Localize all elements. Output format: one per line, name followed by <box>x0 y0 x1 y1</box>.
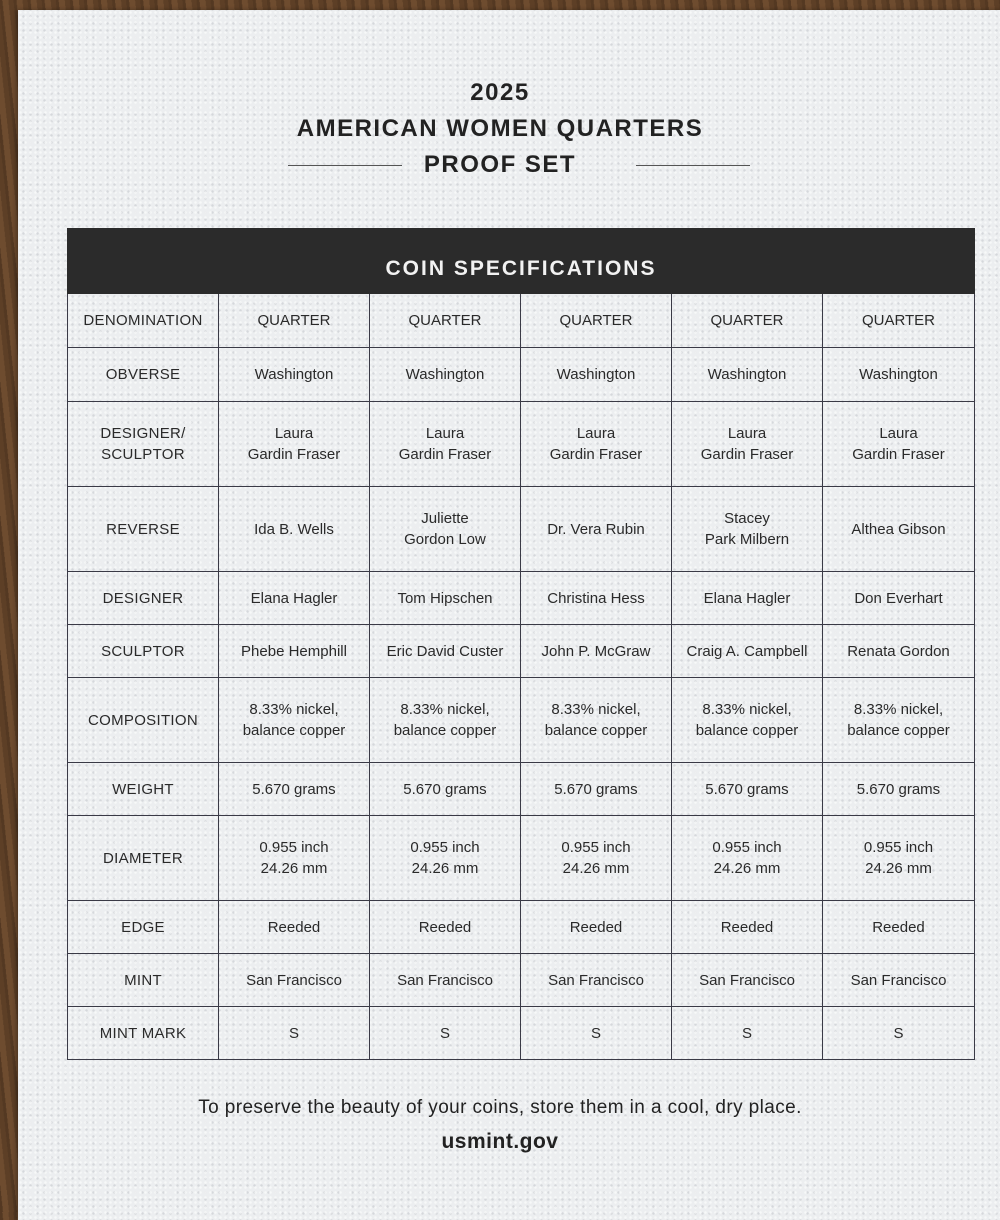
table-cell-text: San Francisco <box>246 971 342 989</box>
row-label-text: WEIGHT <box>112 780 174 798</box>
row-label-text: OBVERSE <box>105 366 181 383</box>
title-rule-left <box>288 165 402 166</box>
table-cell-text: Washington <box>254 366 334 383</box>
table-cell <box>370 763 521 816</box>
table-cell-text: QUARTER <box>861 312 936 329</box>
table-cell <box>672 487 823 572</box>
table-cell-text: Gardin Fraser <box>549 446 643 463</box>
table-cell <box>823 348 975 402</box>
table-row <box>68 1007 975 1060</box>
table-cell-text: Washington <box>405 366 485 383</box>
table-cell-text: balance copper <box>393 722 497 739</box>
row-label <box>68 1007 219 1060</box>
table-cell <box>823 1007 975 1060</box>
table-cell-text: Laura <box>727 425 767 442</box>
table-cell <box>521 348 672 402</box>
table-cell <box>521 816 672 901</box>
table-cell <box>219 678 370 763</box>
table-cell <box>370 348 521 402</box>
table-cell <box>823 816 975 901</box>
table-cell-text: Althea Gibson <box>851 520 946 538</box>
row-label <box>68 954 219 1007</box>
table-cell-text: 24.26 mm <box>865 860 932 877</box>
table-cell-text: Washington <box>556 366 636 383</box>
table-cell-text: Elana Hagler <box>250 589 338 607</box>
table-cell <box>370 678 521 763</box>
table-cell-text: Christina Hess <box>547 589 645 607</box>
row-label-text: COMPOSITION <box>88 711 198 729</box>
table-cell-text: 5.670 grams <box>856 780 941 798</box>
row-label-text: DESIGNER <box>102 589 184 607</box>
table-cell <box>219 763 370 816</box>
table-cell-text: 8.33% nickel, <box>853 701 944 718</box>
table-cell-text: QUARTER <box>559 312 633 329</box>
table-cell-text: Gardin Fraser <box>700 446 794 463</box>
table-cell-text: 8.33% nickel, <box>551 701 641 718</box>
website-text: usmint.gov <box>441 1130 559 1153</box>
table-cell-text: Washington <box>707 366 787 383</box>
table-cell-text: QUARTER <box>408 312 482 329</box>
row-label <box>68 487 219 572</box>
table-cell-text: Laura <box>425 425 465 442</box>
table-cell <box>823 678 975 763</box>
title-rule-right <box>636 165 750 166</box>
coin-specifications-table <box>67 228 975 1060</box>
table-cell <box>521 954 672 1007</box>
table-cell <box>370 487 521 572</box>
table-row <box>68 572 975 625</box>
row-label <box>68 901 219 954</box>
table-cell-text: 5.670 grams <box>252 780 336 798</box>
table-cell <box>521 572 672 625</box>
table-cell-text: Elana Hagler <box>703 589 791 607</box>
table-cell <box>521 294 672 348</box>
table-cell-text: S <box>590 1024 601 1042</box>
row-label <box>68 625 219 678</box>
table-cell <box>370 294 521 348</box>
table-cell <box>672 294 823 348</box>
table-row <box>68 348 975 402</box>
table-body <box>68 294 975 1060</box>
table-cell <box>672 625 823 678</box>
table-row <box>68 487 975 572</box>
table-cell <box>219 294 370 348</box>
table-cell-text: 5.670 grams <box>554 780 638 798</box>
table-cell-text: San Francisco <box>699 971 795 989</box>
table-cell-text: 0.955 inch <box>259 839 329 856</box>
table-banner-row <box>68 229 975 294</box>
table-row <box>68 954 975 1007</box>
table-row <box>68 816 975 901</box>
table-cell-text: balance copper <box>242 722 346 739</box>
row-label-text: DENOMINATION <box>83 312 203 329</box>
table-cell-text: 24.26 mm <box>713 860 781 877</box>
table-cell <box>672 402 823 487</box>
table-cell <box>823 402 975 487</box>
table-cell <box>219 572 370 625</box>
table-cell-text: 0.955 inch <box>561 839 631 856</box>
table-cell-text: Reeded <box>872 918 925 936</box>
table-row <box>68 678 975 763</box>
table-cell <box>219 348 370 402</box>
table-cell-text: QUARTER <box>710 312 784 329</box>
row-label <box>68 678 219 763</box>
table-cell-text: S <box>288 1024 299 1042</box>
table-cell <box>672 348 823 402</box>
table-cell <box>823 763 975 816</box>
table-cell <box>370 901 521 954</box>
table-cell-text: 5.670 grams <box>403 780 487 798</box>
table-cell <box>370 572 521 625</box>
table-cell-text: 0.955 inch <box>863 839 934 856</box>
table-row <box>68 402 975 487</box>
table-cell <box>219 901 370 954</box>
table-cell-text: 5.670 grams <box>705 780 789 798</box>
table-cell <box>672 954 823 1007</box>
table-cell-text: Gardin Fraser <box>398 446 492 463</box>
table-cell-text: Craig A. Campbell <box>686 642 808 660</box>
table-banner: COIN SPECIFICATIONS <box>68 229 975 294</box>
table-cell-text: Laura <box>576 425 616 442</box>
table-cell <box>823 487 975 572</box>
table-cell <box>521 678 672 763</box>
table-cell <box>219 954 370 1007</box>
table-cell-text: balance copper <box>695 722 799 739</box>
table-cell <box>672 572 823 625</box>
row-label-text: SCULPTOR <box>101 642 185 660</box>
table-cell <box>219 1007 370 1060</box>
table-cell <box>521 763 672 816</box>
table-cell-text: 0.955 inch <box>410 839 480 856</box>
table-cell <box>823 294 975 348</box>
row-label-text: MINT MARK <box>99 1024 187 1042</box>
row-label-text: DIAMETER <box>103 849 183 867</box>
table-cell <box>823 901 975 954</box>
table-cell <box>219 402 370 487</box>
table-cell-text: Reeded <box>720 918 774 936</box>
table-cell-text: San Francisco <box>397 971 493 989</box>
table-cell-text: Don Everhart <box>854 589 943 607</box>
table-cell-text: Tom Hipschen <box>397 589 493 607</box>
row-label-text: EDGE <box>121 918 165 936</box>
table-cell <box>521 487 672 572</box>
table-cell-text: 8.33% nickel, <box>702 701 792 718</box>
row-label-text: SCULPTOR <box>101 446 185 463</box>
row-label-text: MINT <box>124 971 162 989</box>
table-cell-text: San Francisco <box>850 971 947 989</box>
table-cell <box>370 1007 521 1060</box>
table-cell-text: 24.26 mm <box>260 860 328 877</box>
table-cell <box>370 625 521 678</box>
table-cell-text: Dr. Vera Rubin <box>547 520 645 538</box>
table-cell <box>672 816 823 901</box>
table-cell <box>823 572 975 625</box>
table-cell <box>823 625 975 678</box>
table-cell <box>521 625 672 678</box>
table-cell <box>521 1007 672 1060</box>
table-cell-text: QUARTER <box>257 312 331 329</box>
table-cell-text: 24.26 mm <box>411 860 479 877</box>
table-cell-text: Washington <box>859 366 938 383</box>
table-cell <box>219 816 370 901</box>
table-cell-text: S <box>893 1024 904 1042</box>
table-cell <box>370 954 521 1007</box>
table-cell-text: Gardin Fraser <box>247 446 341 463</box>
table-cell-text: Renata Gordon <box>847 642 950 660</box>
table-cell-text: S <box>439 1024 450 1042</box>
table-cell-text: Gordon Low <box>404 531 486 548</box>
row-label <box>68 402 219 487</box>
row-label <box>68 816 219 901</box>
title-series: AMERICAN WOMEN QUARTERS <box>296 115 704 142</box>
table-cell-text: John P. McGraw <box>541 642 651 660</box>
table-cell-text: Reeded <box>267 918 321 936</box>
title-year: 2025 <box>470 79 530 106</box>
table-cell <box>672 901 823 954</box>
table-cell <box>672 763 823 816</box>
title-subtitle-row <box>0 147 1000 183</box>
table-cell <box>370 816 521 901</box>
table-cell-text: S <box>741 1024 752 1042</box>
table-cell-text: Reeded <box>418 918 472 936</box>
table-cell-text: 8.33% nickel, <box>400 701 490 718</box>
table-row <box>68 763 975 816</box>
table-cell-text: Ida B. Wells <box>254 520 334 538</box>
table-cell <box>219 487 370 572</box>
table-cell-text: Laura <box>274 425 314 442</box>
table-cell-text: 8.33% nickel, <box>249 701 339 718</box>
table-cell-text: Juliette <box>421 510 469 527</box>
table-row <box>68 294 975 348</box>
row-label <box>68 348 219 402</box>
table-cell-text: Gardin Fraser <box>852 446 945 463</box>
table-cell-text: Laura <box>879 425 918 442</box>
table-cell-text: Stacey <box>724 510 770 527</box>
table-cell-text: San Francisco <box>548 971 644 989</box>
row-label <box>68 294 219 348</box>
care-note: To preserve the beauty of your coins, store them in a cool, dry place. <box>198 1097 802 1118</box>
table-cell-text: Phebe Hemphill <box>241 642 347 660</box>
row-label-text: DESIGNER/ <box>100 425 186 442</box>
table-cell <box>219 625 370 678</box>
table-cell <box>370 402 521 487</box>
table-row <box>68 901 975 954</box>
row-label <box>68 572 219 625</box>
row-label-text: REVERSE <box>106 520 180 538</box>
table-cell-text: Park Milbern <box>704 531 790 548</box>
table-cell <box>823 954 975 1007</box>
table-cell-text: balance copper <box>544 722 648 739</box>
table-cell <box>521 402 672 487</box>
table-cell-text: Eric David Custer <box>386 642 504 660</box>
table-cell-text: Reeded <box>569 918 623 936</box>
table-cell-text: 0.955 inch <box>712 839 782 856</box>
table-cell <box>672 1007 823 1060</box>
table-cell <box>672 678 823 763</box>
table-row <box>68 625 975 678</box>
table-cell-text: 24.26 mm <box>562 860 630 877</box>
row-label <box>68 763 219 816</box>
table-cell <box>521 901 672 954</box>
table-cell-text: balance copper <box>847 722 950 739</box>
title-product: PROOF SET <box>423 151 577 178</box>
title-block <box>0 75 1000 183</box>
